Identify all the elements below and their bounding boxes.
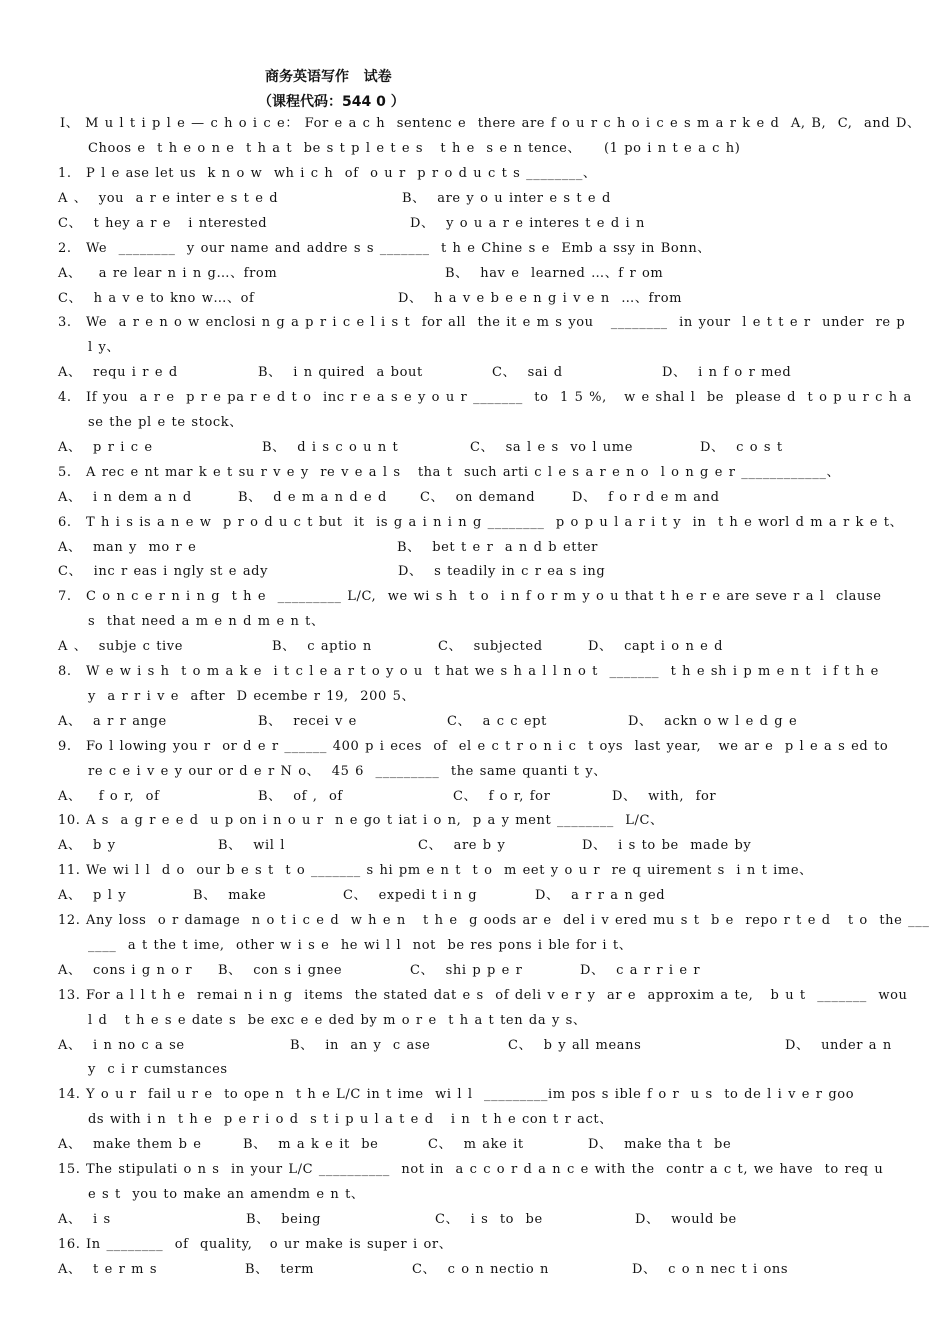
answer-option[interactable]: B、 of , of xyxy=(258,788,343,804)
answer-option[interactable]: D、 make tha t be xyxy=(588,1137,732,1153)
question-number: 10. xyxy=(58,813,81,829)
question-text-line: s that need a m e n d m e n t、 xyxy=(88,614,325,630)
question-text-line: We a r e n o w enclosi n g a p r i c e l i s t for all the it e m s you ________ in your l e t t e r under re p xyxy=(86,315,906,331)
question-number: 6. xyxy=(58,514,72,530)
answer-option[interactable]: A 、 subje c tive xyxy=(58,639,184,655)
question-text-line: ds with i n t h e p e r i o d s t i p u l a t e d i n t h e con t r act、 xyxy=(88,1112,613,1128)
answer-option[interactable]: C、 i s to be xyxy=(435,1211,543,1227)
question-text-line: P l e ase let us k n o w wh i c h of o u r p r o d u c t s ________、 xyxy=(86,166,597,181)
question-text-line: l d t h e s e date s be exc e e ded by m o r e t h a t ten da y s、 xyxy=(88,1012,587,1028)
answer-option[interactable]: D、 c a r r i e r xyxy=(580,962,701,978)
question-text-line: y a r r i v e after D ecembe r 19, 200 5、 xyxy=(88,688,416,704)
answer-option[interactable]: A、 i n dem a n d xyxy=(58,489,192,505)
question-number: 15. xyxy=(58,1162,81,1177)
question-number: 12. xyxy=(58,913,81,928)
answer-option[interactable]: A、 make them b e xyxy=(58,1137,202,1153)
answer-option[interactable]: D、 would be xyxy=(635,1211,737,1227)
answer-option[interactable]: C、 t hey a r e i nterested xyxy=(58,215,268,231)
answer-option[interactable]: B、 c aptio n xyxy=(272,639,372,655)
course-code: （课程代码：544 0 ） xyxy=(258,94,405,110)
question-number: 1. xyxy=(58,166,72,181)
answer-option[interactable]: B、 make xyxy=(193,888,267,904)
answer-option[interactable]: D、 s teadily in c r ea s ing xyxy=(398,564,606,580)
answer-option[interactable]: B、 m a k e it be xyxy=(243,1137,379,1153)
question-number: 16. xyxy=(58,1236,81,1252)
question-number: 11. xyxy=(58,863,81,879)
question-text-line: ____ a t the t ime, other w i s e he wi l l not be res pons i ble for i t、 xyxy=(88,937,633,953)
answer-option[interactable]: C、 f o r, for xyxy=(453,788,551,804)
question-text-line: e s t you to make an amendm e n t、 xyxy=(88,1186,365,1202)
question-text-line: In ________ of quality, o ur make is super i or、 xyxy=(86,1236,453,1252)
answer-option[interactable]: y c i r cumstances xyxy=(88,1062,228,1078)
answer-option[interactable]: C、 m ake it xyxy=(428,1137,524,1153)
answer-option[interactable]: C、 sai d xyxy=(492,365,563,381)
question-text-line: We ________ y our name and addre s s _______ t h e Chine s e Emb a ssy in Bonn、 xyxy=(86,240,711,256)
answer-option[interactable]: A、 t e r m s xyxy=(58,1261,158,1277)
answer-option[interactable]: D、 h a v e b e e n g i v e n …、from xyxy=(398,290,683,306)
section-heading-line-1: I、 M u l t i p l e — c h o i c e： For e a c h sentenc e there are f o u r c h o i c e s m a r k e d A, B, C, and D、 xyxy=(60,116,921,131)
answer-option[interactable]: D、 a r r a n ged xyxy=(535,888,666,904)
answer-option[interactable]: C、 expedi t i n g xyxy=(343,888,478,904)
question-text-line: re c e i v e y our or d e r N o、 45 6 _________ the same quanti t y、 xyxy=(88,763,607,779)
answer-option[interactable]: A、 i s xyxy=(58,1211,111,1227)
question-number: 5. xyxy=(58,464,72,480)
exam-title: 商务英语写作 试卷 xyxy=(265,69,392,85)
answer-option[interactable]: C、 on demand xyxy=(420,489,536,505)
question-text-line: Y o u r fail u r e to ope n t h e L/C in t ime wi l l _________im pos s ible f o r u s to de l i v e r goo xyxy=(86,1087,855,1103)
question-text-line: Any loss o r damage n o t i c e d w h e n t h e g oods ar e del i v ered mu s t b e repo r t e d t o the ___ xyxy=(86,913,930,928)
answer-option[interactable]: D、 under a n xyxy=(785,1037,892,1053)
question-number: 4. xyxy=(58,390,72,406)
answer-option[interactable]: D、 c o s t xyxy=(700,439,783,455)
question-text-line: W e w i s h t o m a k e i t c l e a r t o y o u t hat we s h a l l n o t _______ t h e sh i p m e n t i f t h e xyxy=(86,664,879,679)
question-text-line: The stipulati o n s in your L/C __________ not in a c c o r d a n c e with the contr a c t, we have to req u xyxy=(86,1162,884,1177)
answer-option[interactable]: B、 d i s c o u n t xyxy=(262,439,399,455)
question-text-line: If you a r e p r e pa r e d t o inc r e a s e y o u r _______ to 1 5 %, w e shal l be please d t o p u r c h a xyxy=(86,390,912,406)
answer-option[interactable]: D、 i s to be made by xyxy=(582,838,752,854)
answer-option[interactable]: B、 in an y c ase xyxy=(290,1037,431,1053)
answer-option[interactable]: C、 sa l e s vo l ume xyxy=(470,439,634,455)
question-text-line: se the pl e te stock、 xyxy=(88,415,243,430)
question-number: 13. xyxy=(58,987,81,1003)
answer-option[interactable]: A、 b y xyxy=(58,838,116,854)
answer-option[interactable]: A、 man y mo r e xyxy=(58,539,197,555)
answer-option[interactable]: D、 with, for xyxy=(612,788,717,804)
question-number: 9. xyxy=(58,738,72,754)
answer-option[interactable]: A、 p l y xyxy=(58,888,127,904)
answer-option[interactable]: B、 d e m a n d e d xyxy=(238,489,387,505)
answer-option[interactable]: C、 subjected xyxy=(438,639,543,655)
answer-option[interactable]: D、 f o r d e m and xyxy=(572,489,720,505)
question-number: 14. xyxy=(58,1087,81,1103)
section-heading-line-2: Choos e t h e o n e t h a t be s t p l e t e s t h e s e n tence、 (1 po i n t e a c h) xyxy=(88,141,741,156)
question-text-line: We wi l l d o our b e s t t o _______ s hi pm e n t t o m eet y o u r re q uirement s i n t ime、 xyxy=(86,863,813,879)
answer-option[interactable]: A、 p r i c e xyxy=(58,439,153,455)
answer-option[interactable]: B、 i n quired a bout xyxy=(258,365,423,381)
question-number: 3. xyxy=(58,315,72,331)
question-text-line: A s a g r e e d u p on i n o u r n e go t iat i o n, p a y ment ________ L/C、 xyxy=(86,813,664,829)
answer-option[interactable]: B、 are y o u inter e s t e d xyxy=(402,190,611,206)
answer-option[interactable]: C、 are b y xyxy=(418,838,506,854)
answer-option[interactable]: C、 b y all means xyxy=(508,1037,642,1053)
answer-option[interactable]: C、 inc r eas i ngly st e ady xyxy=(58,564,269,580)
answer-option[interactable]: A、 i n no c a se xyxy=(58,1037,185,1053)
answer-option[interactable]: B、 hav e learned …、f r om xyxy=(445,265,664,281)
question-text-line: A rec e nt mar k e t su r v e y re v e a l s tha t such arti c l e s a r e n o l o n g e r ____________、 xyxy=(86,464,841,480)
answer-option[interactable]: A、 a re lear n i n g…、from xyxy=(58,265,278,281)
answer-option[interactable]: B、 recei v e xyxy=(258,713,357,729)
answer-option[interactable]: D、 i n f o r med xyxy=(662,365,792,381)
question-text-line: For a l l t h e remai n i n g items the stated dat e s of deli v e r y ar e approxim a te, b u t _______ wou xyxy=(86,987,908,1003)
question-text-line: Fo l lowing you r or d e r ______ 400 p i eces of el e c t r o n i c t oys last year, we ar e p l e a s ed to xyxy=(86,738,889,754)
answer-option[interactable]: C、 a c c ept xyxy=(447,713,547,729)
answer-option[interactable]: B、 con s i gnee xyxy=(218,962,343,978)
answer-option[interactable]: A、 cons i g n o r xyxy=(58,962,193,978)
question-number: 2. xyxy=(58,240,72,256)
answer-option[interactable]: C、 shi p p e r xyxy=(410,962,523,978)
question-text-line: T h i s is a n e w p r o d u c t but it is g a i n i n g ________ p o p u l a r i t y in t h e worl d m a r k e t、 xyxy=(86,514,904,530)
answer-option[interactable]: D、 ackn o w l e d g e xyxy=(628,713,798,729)
answer-option[interactable]: B、 term xyxy=(245,1261,315,1277)
answer-option[interactable]: B、 being xyxy=(246,1211,322,1227)
answer-option[interactable]: D、 y o u a r e interes t e d i n xyxy=(410,215,645,231)
answer-option[interactable]: D、 c o n nec t i ons xyxy=(632,1261,789,1277)
answer-option[interactable]: A、 a r r ange xyxy=(58,713,167,729)
answer-option[interactable]: B、 bet t e r a n d b etter xyxy=(397,539,598,555)
question-text-line: l y、 xyxy=(88,340,121,356)
answer-option[interactable]: A、 f o r, of xyxy=(58,788,160,804)
answer-option[interactable]: B、 wil l xyxy=(218,838,285,854)
question-number: 8. xyxy=(58,664,72,679)
answer-option[interactable]: A 、 you a r e inter e s t e d xyxy=(58,190,279,206)
answer-option[interactable]: D、 capt i o n e d xyxy=(588,639,724,655)
question-text-line: C o n c e r n i n g t h e _________ L/C, we wi s h t o i n f o r m y o u that t h e r e are seve r a l clause xyxy=(86,589,882,605)
answer-option[interactable]: A、 requ i r e d xyxy=(58,365,178,381)
answer-option[interactable]: C、 h a v e to kno w…、of xyxy=(58,290,255,306)
answer-option[interactable]: C、 c o n nectio n xyxy=(412,1261,549,1277)
question-number: 7. xyxy=(58,589,72,605)
